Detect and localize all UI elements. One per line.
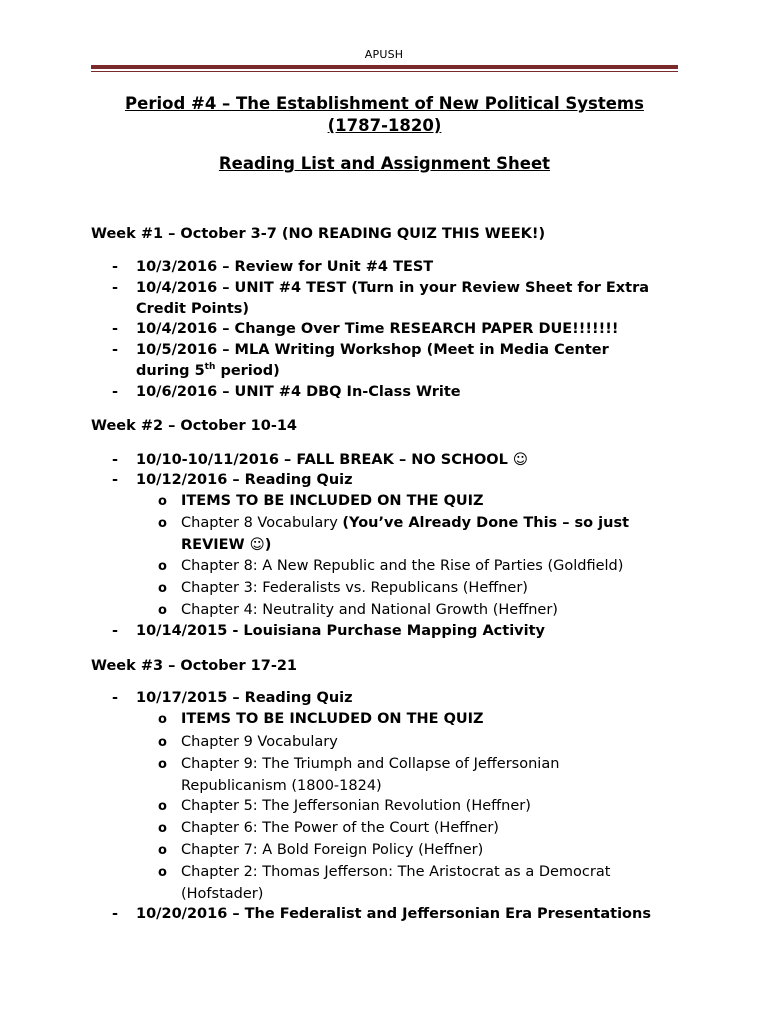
item-text: 10/3/2016 – Review for Unit #4 TEST <box>136 259 434 275</box>
sub-item-text: ITEMS TO BE INCLUDED ON THE QUIZ <box>181 711 484 727</box>
dash-bullet: - <box>112 280 119 296</box>
item-text <box>136 278 684 320</box>
circle-bullet: o <box>158 757 167 772</box>
circle-bullet: o <box>158 735 167 750</box>
circle-bullet: o <box>158 581 167 596</box>
item-text: 10/17/2015 – Reading Quiz <box>136 690 353 706</box>
item-text: 10/20/2016 – The Federalist and Jeffersonian Era Presentations <box>136 906 651 922</box>
circle-bullet: o <box>158 865 167 880</box>
circle-bullet: o <box>158 821 167 836</box>
dash-bullet: - <box>112 342 119 358</box>
list-item <box>91 278 691 320</box>
dash-bullet: - <box>112 472 119 488</box>
item-text-line-2: during 5th period) <box>136 362 280 379</box>
week-1-heading: Week #1 – October 3-7 (NO READING QUIZ THIS WEEK!) <box>91 226 546 242</box>
circle-bullet: o <box>158 603 167 618</box>
sub-item-text: Chapter 8: A New Republic and the Rise of Parties (Goldfield) <box>181 558 624 574</box>
item-text: 10/4/2016 – Change Over Time RESEARCH PAPER DUE!!!!!!! <box>136 321 619 337</box>
sub-item-text: Chapter 7: A Bold Foreign Policy (Heffner) <box>181 842 484 858</box>
sub-item-text: Chapter 2: Thomas Jefferson: The Aristocrat as a Democrat (Hofstader) <box>181 864 611 902</box>
dash-bullet: - <box>112 384 119 400</box>
sub-item-text: Chapter 9: The Triumph and Collapse of Jeffersonian Republicanism (1800-1824) <box>181 756 560 794</box>
dash-bullet: - <box>112 906 119 922</box>
header-text: APUSH <box>364 48 404 61</box>
dash-bullet: - <box>112 690 119 706</box>
list-item <box>91 340 691 382</box>
sub-item-text: Chapter 6: The Power of the Court (Heffner) <box>181 820 499 836</box>
week-3-heading: Week #3 – October 17-21 <box>91 658 298 674</box>
circle-bullet: o <box>158 559 167 574</box>
item-text <box>136 340 684 382</box>
sub-item-text: Chapter 4: Neutrality and National Growth (Heffner) <box>181 602 558 618</box>
dash-bullet: - <box>112 452 119 468</box>
sub-item-text: ITEMS TO BE INCLUDED ON THE QUIZ <box>181 493 484 509</box>
dash-bullet: - <box>112 259 119 275</box>
title-line-2: (1787-1820) <box>327 116 442 135</box>
header-rule-thin <box>91 71 678 72</box>
document-subtitle: Reading List and Assignment Sheet <box>218 154 551 173</box>
circle-bullet: o <box>158 516 167 531</box>
circle-bullet: o <box>158 843 167 858</box>
sub-item-text: Chapter 9 Vocabulary <box>181 734 338 750</box>
item-text: 10/12/2016 – Reading Quiz <box>136 472 353 488</box>
circle-bullet: o <box>158 799 167 814</box>
sub-item-text: Chapter 5: The Jeffersonian Revolution (Heffner) <box>181 798 531 814</box>
dash-bullet: - <box>112 321 119 337</box>
week-2-heading: Week #2 – October 10-14 <box>91 418 298 434</box>
dash-bullet: - <box>112 623 119 639</box>
item-text-line-1: 10/5/2016 – MLA Writing Workshop (Meet in Media Center <box>136 342 609 358</box>
sub-item-text: Chapter 3: Federalists vs. Republicans (Heffner) <box>181 580 528 596</box>
header-rule-thick <box>91 65 678 69</box>
ordinal-superscript: th <box>204 362 216 373</box>
sub-item-text: Chapter 8 Vocabulary (You’ve Already Done This – so just REVIEW ☺) <box>181 515 630 553</box>
item-text-line-1: 10/4/2016 – UNIT #4 TEST (Turn in your Review Sheet for Extra <box>136 280 650 296</box>
circle-bullet: o <box>158 494 167 509</box>
circle-bullet: o <box>158 712 167 727</box>
item-text: 10/14/2015 - Louisiana Purchase Mapping Activity <box>136 623 545 639</box>
item-text: 10/6/2016 – UNIT #4 DBQ In-Class Write <box>136 384 461 400</box>
document-title <box>91 93 678 137</box>
item-text: 10/10-10/11/2016 – FALL BREAK – NO SCHOOL ☺ <box>136 452 529 468</box>
item-text-line-2: Credit Points) <box>136 301 250 317</box>
title-line-1: Period #4 – The Establishment of New Political Systems <box>125 94 644 113</box>
